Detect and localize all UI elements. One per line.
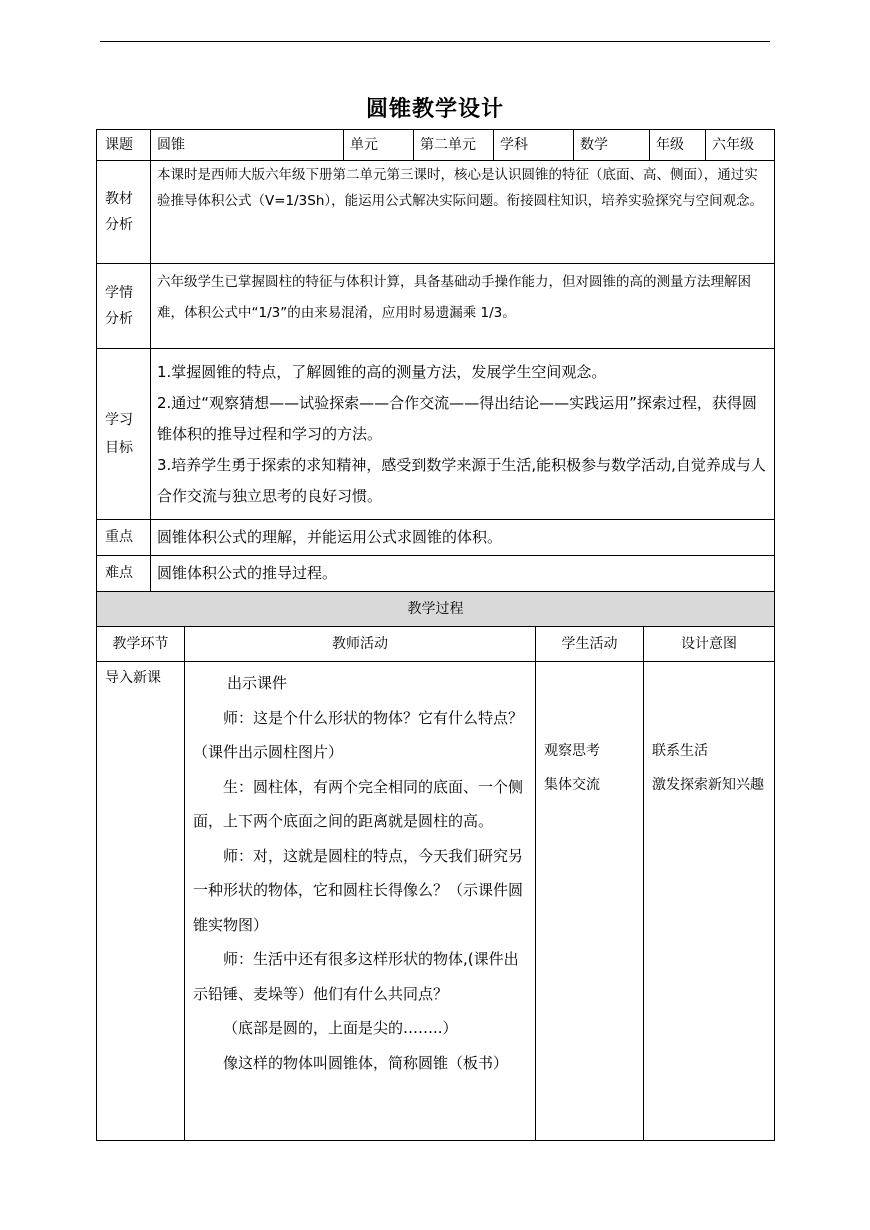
header-rule: [100, 41, 770, 42]
grade-label: 年级: [650, 130, 706, 161]
student-label-line2: 分析: [105, 311, 133, 327]
design-intent-line: 激发探索新知兴趣: [652, 777, 764, 793]
student-analysis-text: 六年级学生已掌握圆柱的特征与体积计算，具备基础动手操作能力，但对圆锥的高的测量方法理解困难，体积公式中“1/3”的由来易混淆，应用时易遗漏乘 1/3。: [151, 264, 775, 349]
textbook-label-line1: 教材: [105, 191, 133, 207]
design-intent-line: 联系生活: [652, 743, 708, 759]
goals-label-line1: 学习: [105, 412, 133, 428]
teacher-line: 师：这是个什么形状的物体？它有什么特点？（课件出示圆柱图片）: [193, 708, 524, 761]
grade-value: 六年级: [706, 130, 775, 161]
design-intent-cell: [644, 662, 775, 1141]
stage-cell: 导入新课: [97, 662, 185, 1141]
teacher-line: 出示课件: [227, 674, 288, 692]
header-stage: 教学环节: [97, 627, 185, 662]
student-activity-line: 观察思考: [544, 743, 600, 759]
topic-value: 圆锥: [151, 130, 344, 161]
teacher-line: 像这样的物体叫圆锥体，简称圆锥（板书）: [223, 1053, 509, 1072]
student-activity-line: 集体交流: [544, 777, 600, 793]
header-design-intent: 设计意图: [644, 627, 775, 662]
student-activity-cell: [536, 662, 644, 1141]
unit-value: 第二单元: [414, 130, 494, 161]
textbook-label-line2: 分析: [105, 217, 133, 233]
document-title: 圆锥教学设计: [365, 97, 504, 122]
student-analysis-label: [97, 264, 151, 349]
topic-label: 课题: [97, 130, 151, 161]
lesson-info-table: [96, 129, 775, 592]
unit-label: 单元: [344, 130, 414, 161]
subject-label: 学科: [494, 130, 574, 161]
teacher-line: 师：对，这就是圆柱的特点，今天我们研究另一种形状的物体，它和圆柱长得像么？（示课件圆锥实物图）: [193, 846, 524, 934]
teaching-process-table: [96, 591, 775, 1141]
student-label-line1: 学情: [105, 285, 133, 301]
teacher-line: 师：生活中还有很多这样形状的物体,(课件出示铅锤、麦垛等）他们有什么共同点？: [193, 950, 519, 1003]
goals-label-line2: 目标: [105, 440, 133, 456]
textbook-analysis-label: [97, 161, 151, 264]
key-point-label: 重点: [97, 520, 151, 556]
teacher-line: 生：圆柱体，有两个完全相同的底面、一个侧面，上下两个底面之间的距离就是圆柱的高。: [193, 777, 524, 830]
header-teacher-activity: 教师活动: [185, 627, 536, 662]
key-point-text: 圆锥体积公式的理解，并能运用公式求圆锥的体积。: [151, 520, 775, 556]
difficulty-text: 圆锥体积公式的推导过程。: [151, 556, 775, 592]
learning-goals-label: [97, 349, 151, 520]
subject-value: 数学: [574, 130, 650, 161]
difficulty-label: 难点: [97, 556, 151, 592]
goal-item: 1.掌握圆锥的特点，了解圆锥的高的测量方法，发展学生空间观念。: [157, 362, 607, 381]
teacher-line: （底部是圆的，上面是尖的……..）: [223, 1019, 458, 1037]
goal-item: 2.通过“观察猜想——试验探索——合作交流——得出结论——实践运用”探索过程，获得圆锥体积的推导过程和学习的方法。: [157, 393, 757, 443]
teacher-activity-cell: [185, 662, 536, 1141]
learning-goals-list: [151, 349, 775, 520]
process-title: 教学过程: [97, 592, 775, 627]
textbook-analysis-text: 本课时是西师大版六年级下册第二单元第三课时，核心是认识圆锥的特征（底面、高、侧面），通过实验推导体积公式（V=1/3Sh），能运用公式解决实际问题。衔接圆柱知识，培养实验探究与空间观念。: [151, 161, 775, 264]
goal-item: 3.培养学生勇于探索的求知精神，感受到数学来源于生活,能积极参与数学活动,自觉养成与人合作交流与独立思考的良好习惯。: [157, 455, 766, 505]
header-student-activity: 学生活动: [536, 627, 644, 662]
